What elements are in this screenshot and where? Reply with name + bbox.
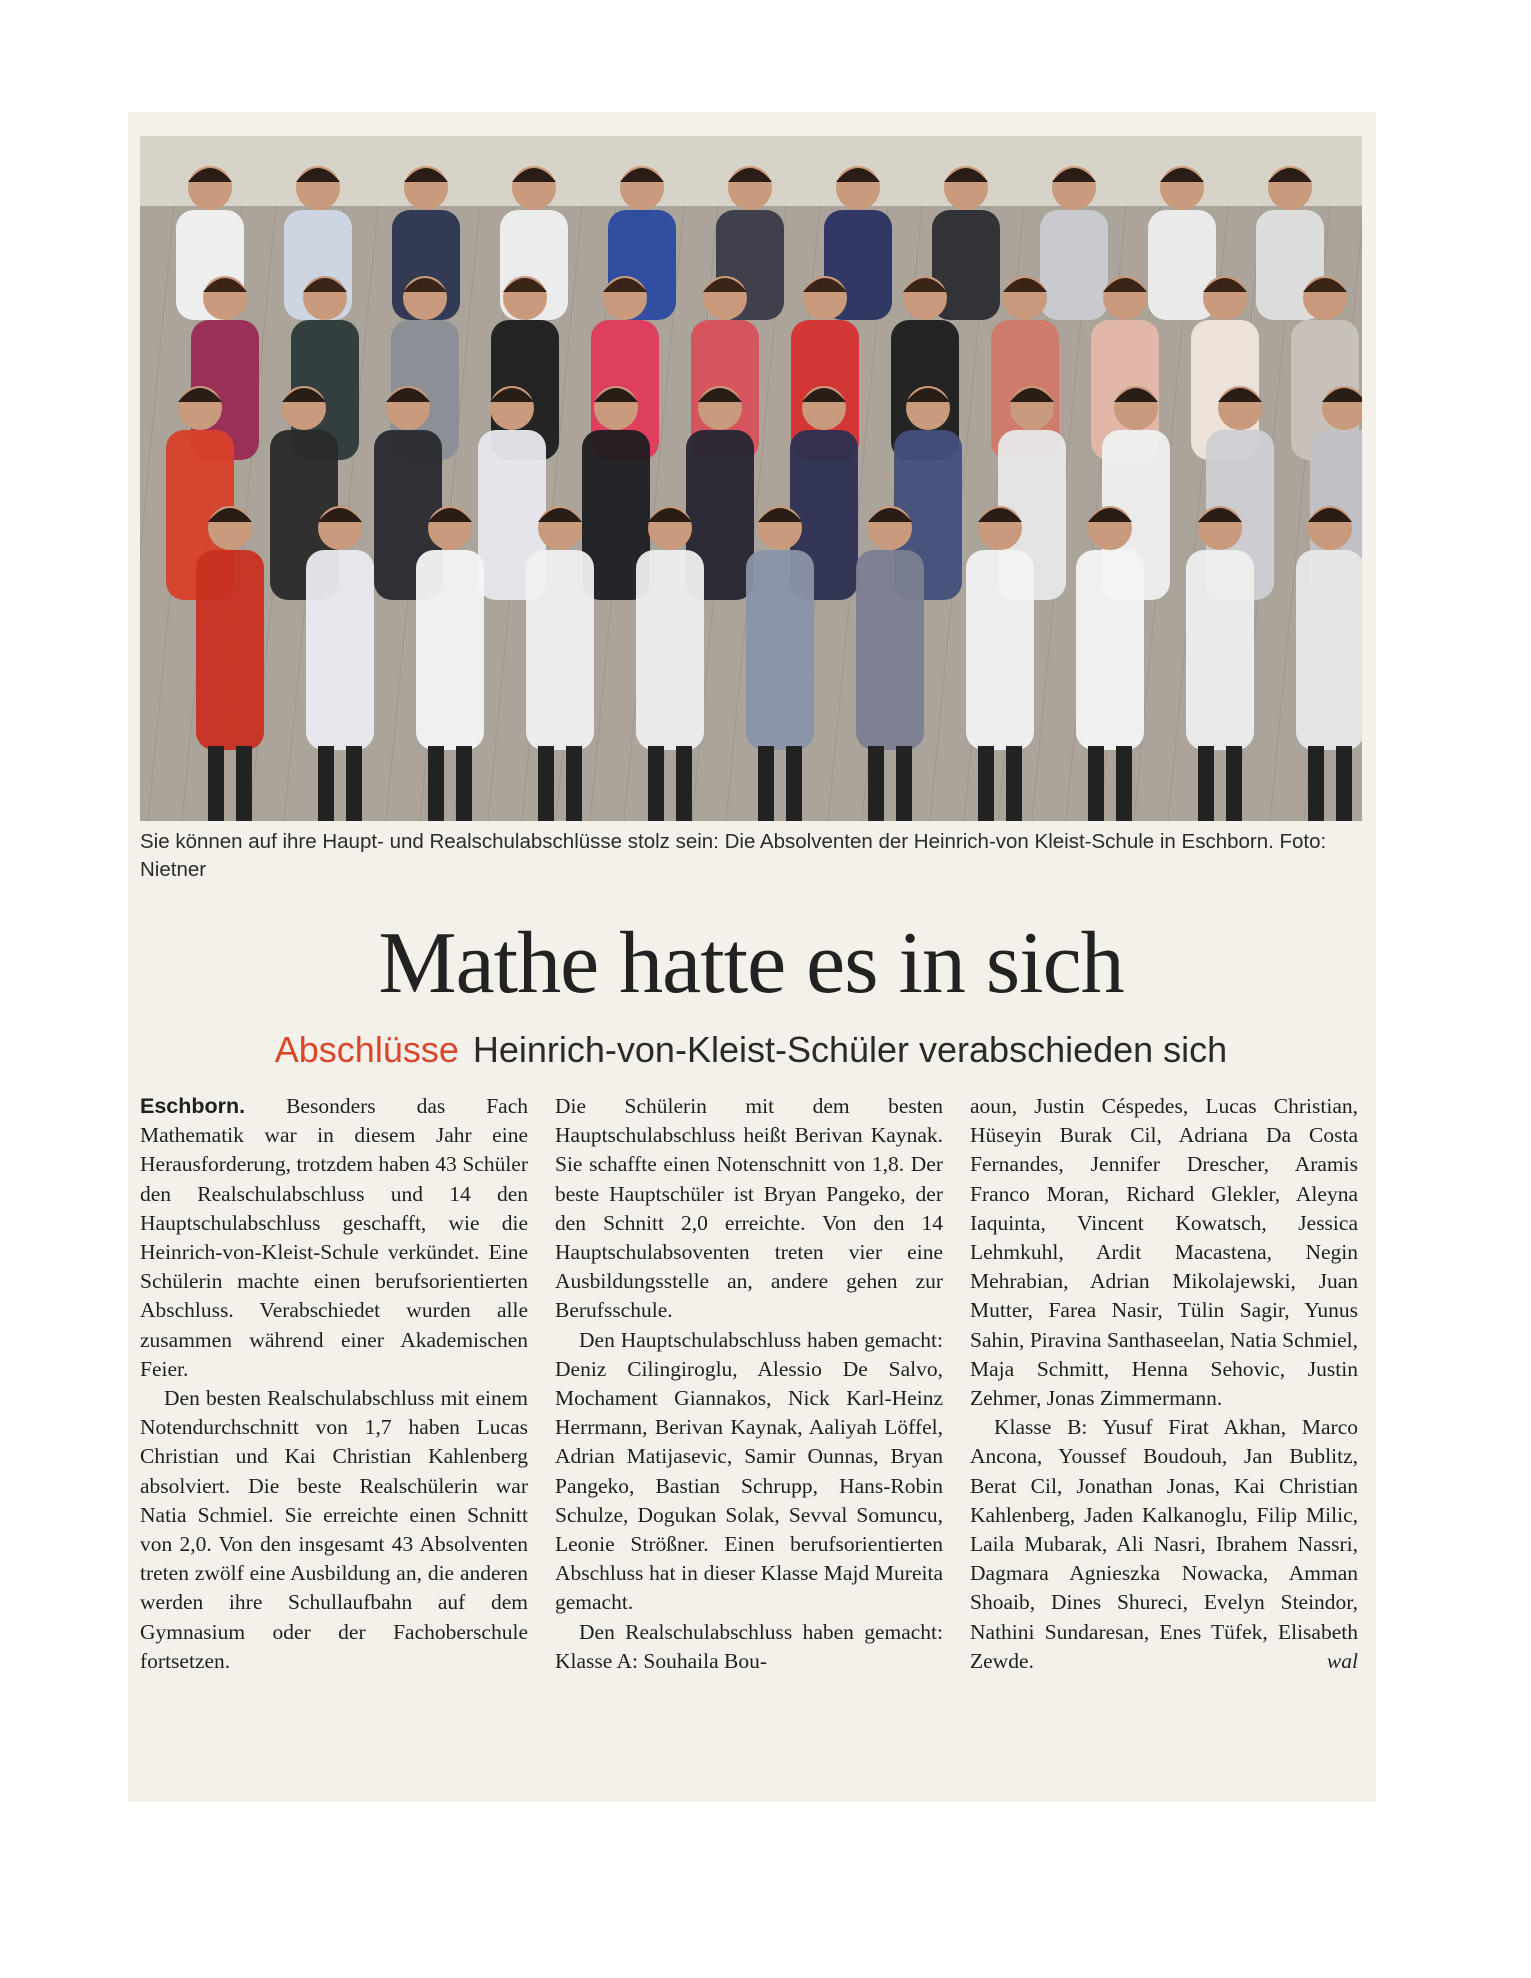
group-photo [140,136,1362,821]
article-column-2 [555,1092,943,1676]
dateline: Eschborn. [140,1094,246,1118]
article-column-1 [140,1092,528,1676]
paragraph [970,1413,1358,1676]
group-photo-graduates-icon [140,136,1362,821]
paragraph: Den besten Realschulabschluss mit einem Notendurchschnitt von 1,7 haben Lucas Christian und Kai Christian Kahlenberg absolviert. Die beste Realschülerin war Natia Schmiel. Sie erreichte einen Schnitt von 2,0. Von den insgesamt 43 Absolventen treten zwölf eine Ausbildung an, die anderen werden ihre Schullaufbahn auf dem Gymnasium oder der Fachoberschule fortsetzen. [140,1386,528,1673]
author-signature: wal [1326,1648,1358,1673]
paragraph: Den Realschulabschluss haben gemacht: Klasse A: Souhaila Bou- [555,1619,943,1673]
headline: Mathe hatte es in sich [378,915,1124,1012]
paragraph: Die Schülerin mit dem besten Hauptschulabschluss heißt Berivan Kaynak. Sie schaffte einen Notenschnitt von 1,8. Der beste Hauptschüler ist Bryan Pangeko, der den Schnitt 2,0 erreichte. Von den 14 Hauptschulabsoventen treten vier eine Ausbildungsstelle an, andere gehen zur Berufsschule. [555,1094,943,1323]
paragraph-text: Besonders das Fach Mathematik war in diesem Jahr eine Herausforderung, trotzdem haben 43 Schüler den Realschulabschluss und 14 den Hauptschulabschluss geschafft, wie die Heinrich-von-Kleist-Schule verkündet. Eine Schülerin machte einen berufsorientierten Abschluss. Verabschiedet wurden alle zusammen während einer Akademischen Feier. [140,1094,529,1381]
subheadline [140,1026,1362,1074]
paragraph: Den Hauptschulabschluss haben gemacht: Deniz Cilingiroglu, Alessio De Salvo, Mochament Giannakos, Nick Karl-Heinz Herrmann, Berivan Kaynak, Aaliyah Löffel, Adrian Matijasevic, Samir Ounnas, Bryan Pangeko, Bastian Schrupp, Hans-Robin Schulze, Dogukan Solak, Sevval Somuncu, Leonie Strößner. Einen berufsorientierten Abschluss hat in dieser Klasse Majd Mureita gemacht. [555,1327,943,1615]
article-column-3 [970,1092,1358,1676]
subheadline-text: Heinrich-von-Kleist-Schüler verabschieden sich [472,1029,1228,1070]
paragraph: aoun, Justin Céspedes, Lucas Christian, Hüseyin Burak Cil, Adriana Da Costa Fernandes, Jennifer Drescher, Aramis Franco Moran, Richard Glekler, Aleyna Iaquinta, Vincent Kowatsch, Jessica Lehmkuhl, Ardit Macastena, Negin Mehrabian, Adrian Mikolajewski, Juan Mutter, Farea Nasir, Tülin Sagir, Yunus Sahin, Piravina Santhaseelan, Natia Schmiel, Maja Schmitt, Henna Sehovic, Justin Zehmer, Jonas Zimmermann. [970,1094,1358,1411]
kicker: Abschlüsse [274,1029,459,1070]
photo-caption: Sie können auf ihre Haupt- und Realschulabschlüsse stolz sein: Die Absolventen der Heinrich-von Kleist-Schule in Eschborn. Foto: Nietner [140,830,1327,881]
paragraph-text: Klasse B: Yusuf Firat Akhan, Marco Ancona, Youssef Boudouh, Jan Bublitz, Berat Cil, Jonathan Jonas, Kai Christian Kahlenberg, Jaden Kalkanoglu, Filip Milic, Laila Mubarak, Ali Nasri, Ibrahem Nassri, Dagmara Agnieszka Nowacka, Amman Shoaib, Dines Shureci, Evelyn Steindor, Nathini Sundaresan, Enes Tüfek, Elisabeth Zewde. [970,1415,1358,1673]
paragraph [140,1092,528,1384]
